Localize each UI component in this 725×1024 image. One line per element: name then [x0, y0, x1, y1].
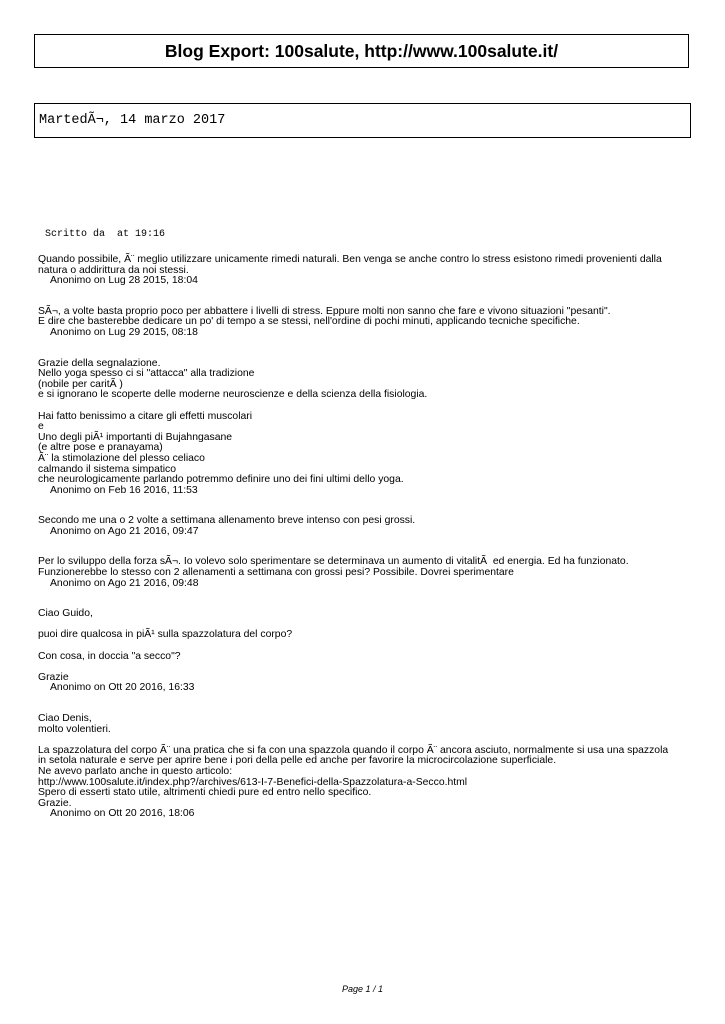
comment-5: [38, 557, 678, 589]
comment-text: Ciao Guido, puoi dire qualcosa in piÃ¹ sulla spazzolatura del corpo? Con cosa, in doccia "a secco"? Grazie: [38, 608, 293, 683]
blog-export-title-box: [34, 34, 689, 68]
comment-author-date: Anonimo on Lug 29 2015, 08:18: [50, 326, 198, 338]
comment-author-date: Anonimo on Ago 21 2016, 09:47: [50, 525, 199, 537]
comment-author-date: Anonimo on Lug 28 2015, 18:04: [50, 275, 198, 287]
post-date-box: [34, 103, 691, 138]
comment-text: Quando possibile, Ã¨ meglio utilizzare unicamente rimedi naturali. Ben venga se anche contro lo stress esistono rimedi provenienti dalla natura o addirittura da noi stessi.: [38, 254, 665, 276]
comment-text: Ciao Denis, molto volentieri. La spazzolatura del corpo Ã¨ una pratica che si fa con una spazzola quando il corpo Ã¨ ancora asciuto, normalmente si usa una spazzola in setola naturale e serve per aprire bene i pori della pelle ed anche per favorire la microcircolazione superficiale. Ne avevo parlato anche in questo articolo: http://www.100salute.it/index.php?/archives/613-I-7-Benefici-della-Spazzolatura-a-Secco.html Spero di esserti stato utile, altrimenti chiedi pure ed entro nello specifico. Grazie.: [38, 713, 669, 809]
comment-author-date: Anonimo on Ago 21 2016, 09:48: [50, 577, 199, 589]
comment-author-date: Anonimo on Ott 20 2016, 16:33: [50, 682, 195, 694]
comment-7: [38, 714, 678, 820]
post-byline: Scritto da at 19:16: [45, 229, 166, 240]
post-date: MartedÃ¬, 14 marzo 2017: [39, 113, 226, 128]
comment-text: SÃ¬, a volte basta proprio poco per abbattere i livelli di stress. Eppure molti non sanno che fare e vivono situazioni "pesanti". E dire che basterebbe dedicare un po' di tempo a se stessi, nell'ordine di pochi minuti, applicando tecniche specifiche.: [38, 305, 611, 328]
comment-3: [38, 359, 678, 497]
comment-6: [38, 609, 678, 694]
comment-text: Per lo sviluppo della forza sÃ¬. Io volevo solo sperimentare se determinava un aumento di vitalitÃ ed energia. Ed ha funzionato. Funzionerebbe lo stesso con 2 allenamenti a settimana con grossi pesi? Possibile. Dovrei sperimentare: [38, 556, 629, 579]
comments-list: [38, 255, 678, 820]
comment-2: [38, 307, 678, 339]
comment-text: Grazie della segnalazione. Nello yoga spesso ci si "attacca" alla tradizione (nobile per caritÃ ) e si ignorano le scoperte delle moderne neuroscienze e della scienza della fisiologia. Hai fatto benissimo a citare gli effetti muscolari e Uno degli piÃ¹ importanti di Bujahngasane (e altre pose e pranayama) Ã¨ la stimolazione del plesso celiaco calmando il sistema simpatico che neurologicamente parlando potremmo definire uno dei fini ultimi dello yoga.: [38, 357, 428, 486]
page-number: Page 1 / 1: [341, 984, 384, 994]
comment-text: Secondo me una o 2 volte a settimana allenamento breve intenso con pesi grossi.: [38, 515, 416, 527]
comment-author-date: Anonimo on Feb 16 2016, 11:53: [50, 484, 198, 496]
comment-author-date: Anonimo on Ott 20 2016, 18:06: [50, 808, 195, 820]
comment-1: [38, 255, 678, 287]
blog-export-title: Blog Export: 100salute, http://www.100salute.it/: [164, 40, 559, 61]
comment-4: [38, 516, 678, 537]
